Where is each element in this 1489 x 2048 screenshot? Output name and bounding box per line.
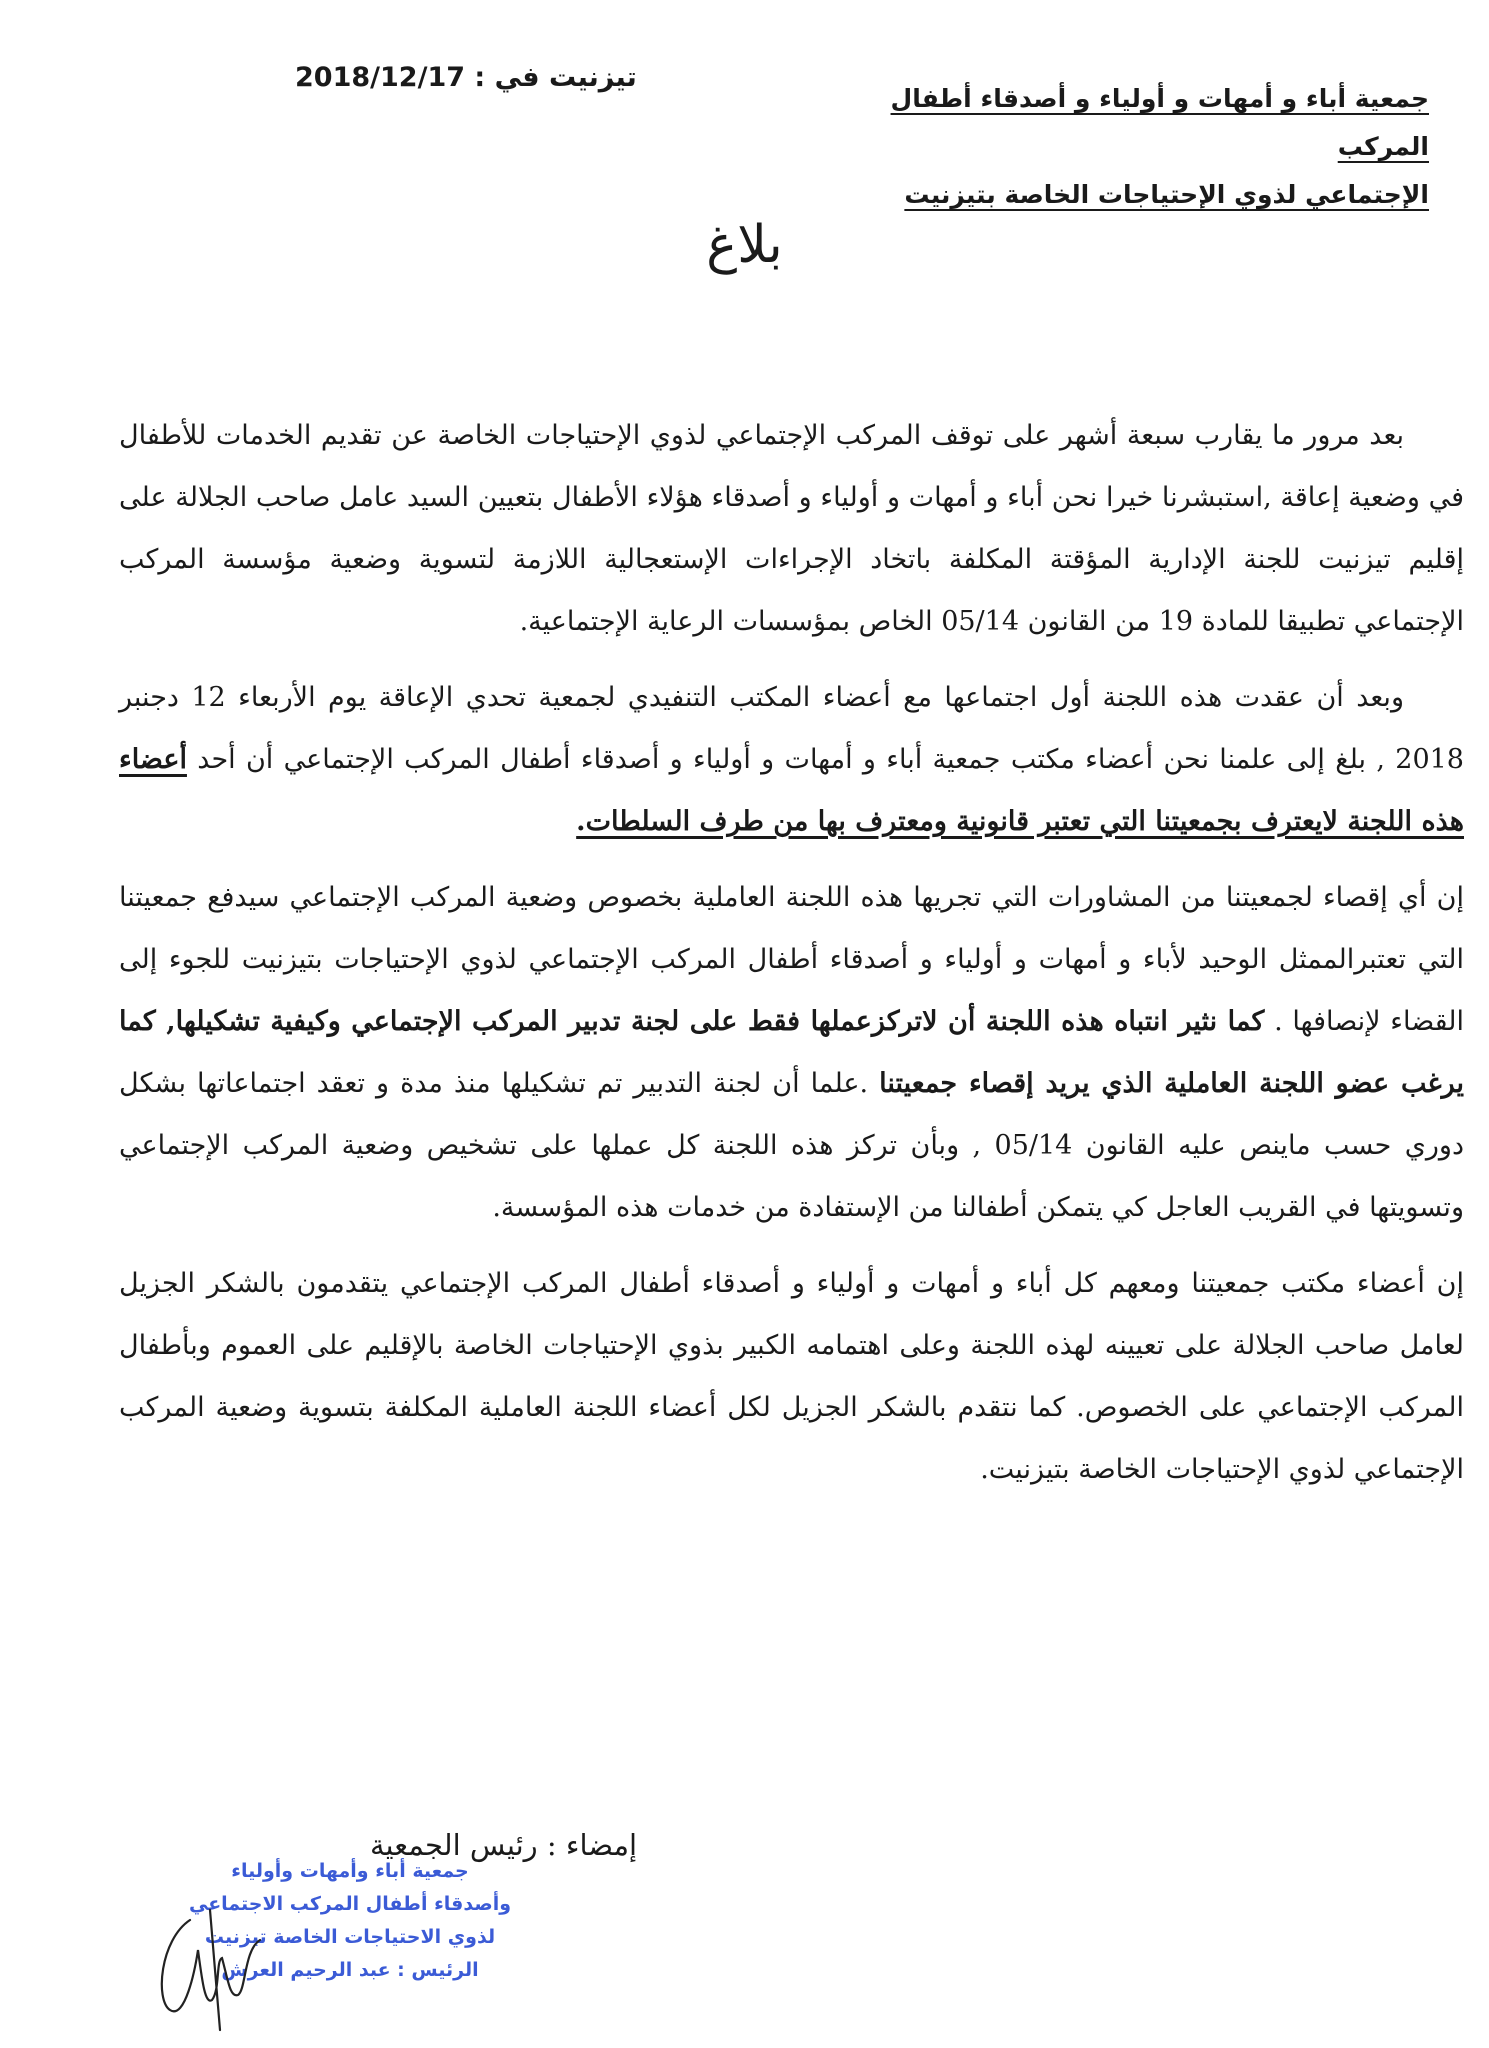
stamp-line-3: لذوي الاحتياجات الخاصة تيزنيت (204, 1926, 496, 1948)
paragraph-1: بعد مرور ما يقارب سبعة أشهر على توقف المركب الإجتماعي لذوي الإحتياجات الخاصة عن تقديم الخدمات للأطفال في وضعية إعاقة ,استبشرنا خيرا نحن أباء و أمهات و أولياء و أصدقاء هؤلاء الأطفال بتعيين السيد عامل صاحب الجلالة على إقليم تيزنيت للجنة الإدارية المؤقتة المكلفة باتخاد الإجراءات الإستعجالية اللازمة لتسوية وضعية مؤسسة المركب الإجتماعي تطبيقا للمادة 19 من القانون 05/14 الخاص بمؤسسات الرعاية الإجتماعية. (119, 420, 1464, 637)
stamp-line-1: جمعية أباء وأمهات وأولياء (231, 1860, 469, 1882)
letter-body (119, 405, 1464, 1515)
organization-name-line-2: الإجتماعي لذوي الإحتياجات الخاصة بتيزنيت (904, 180, 1429, 209)
paragraph-4: إن أعضاء مكتب جمعيتنا ومعهم كل أباء و أمهات و أولياء و أصدقاء أطفال المركب الإجتماعي يتقدمون بالشكر الجزيل لعامل صاحب الجلالة على تعيينه لهذه اللجنة وعلى اهتمامه الكبير بذوي الإحتياجات الخاصة بالإقليم على العموم وبأطفال المركب الإجتماعي على الخصوص. كما نتقدم بالشكر الجزيل لكل أعضاء اللجنة العاملية المكلفة بتسوية وضعية المركب الإجتماعي لذوي الإحتياجات الخاصة بتيزنيت. (119, 1268, 1464, 1485)
paragraph-2-emphasis: أعضاء هذه اللجنة لايعترف بجمعيتنا التي تعتبر قانونية ومعترف بها من طرف السلطات. (119, 744, 1464, 837)
paragraph-2-text: وبعد أن عقدت هذه اللجنة أول اجتماعها مع أعضاء المكتب التنفيدي لجمعية تحدي الإعاقة يوم الأربعاء 12 دجنبر 2018 , بلغ إلى علمنا نحن أعضاء مكتب جمعية أباء و أمهات و أولياء و أصدقاء أطفال المركب الإجتماعي أن أحد (119, 682, 1464, 775)
signature-label: إمضاء : رئيس الجمعية (370, 1828, 638, 1862)
organization-name-line-1: جمعية أباء و أمهات و أولياء و أصدقاء أطفال المركب (890, 84, 1429, 161)
paragraph-2 (119, 667, 1464, 853)
paragraph-3-text: إن أي إقصاء لجمعيتنا من المشاورات التي تجريها هذه اللجنة العاملية بخصوص وضعية المركب الإجتماعي سيدفع جمعيتنا التي تعتبرالممثل الوحيد لأباء و أمهات و أولياء و أصدقاء أطفال المركب الإجتماعي لذوي الإحتياجات بتيزنيت للجوء إلى القضاء لإنصافها . (119, 882, 1465, 1037)
handwritten-signature (150, 1880, 280, 2040)
paragraph-3-end: .علما أن لجنة التدبير تم تشكيلها منذ مدة و تعقد اجتماعاتها بشكل دوري حسب ماينص عليه القانون 05/14 , وبأن تركز هذه اللجنة كل عملها على تشخيص وضعية المركب الإجتماعي وتسويتها في القريب العاجل كي يتمكن أطفالنا من الإستفادة من خدمات هذه المؤسسة. (119, 1068, 1464, 1223)
paragraph-3-bold: كما نثير انتباه هذه اللجنة أن لاتركزعملها فقط على لجنة تدبير المركب الإجتماعي وكيفية تشكيلها, كما يرغب عضو اللجنة العاملية الذي يريد إقصاء جمعيتنا (119, 1006, 1464, 1099)
letter-date: تيزنيت في : 2018/12/17 (295, 62, 637, 93)
letter-title: بلاغ (706, 215, 783, 275)
stamp-line-2: وأصدقاء أطفال المركب الاجتماعي (188, 1893, 512, 1915)
stamp-line-4: الرئيس : عبد الرحيم العرش (221, 1959, 479, 1981)
paragraph-3 (119, 867, 1464, 1239)
organization-header (809, 75, 1429, 219)
